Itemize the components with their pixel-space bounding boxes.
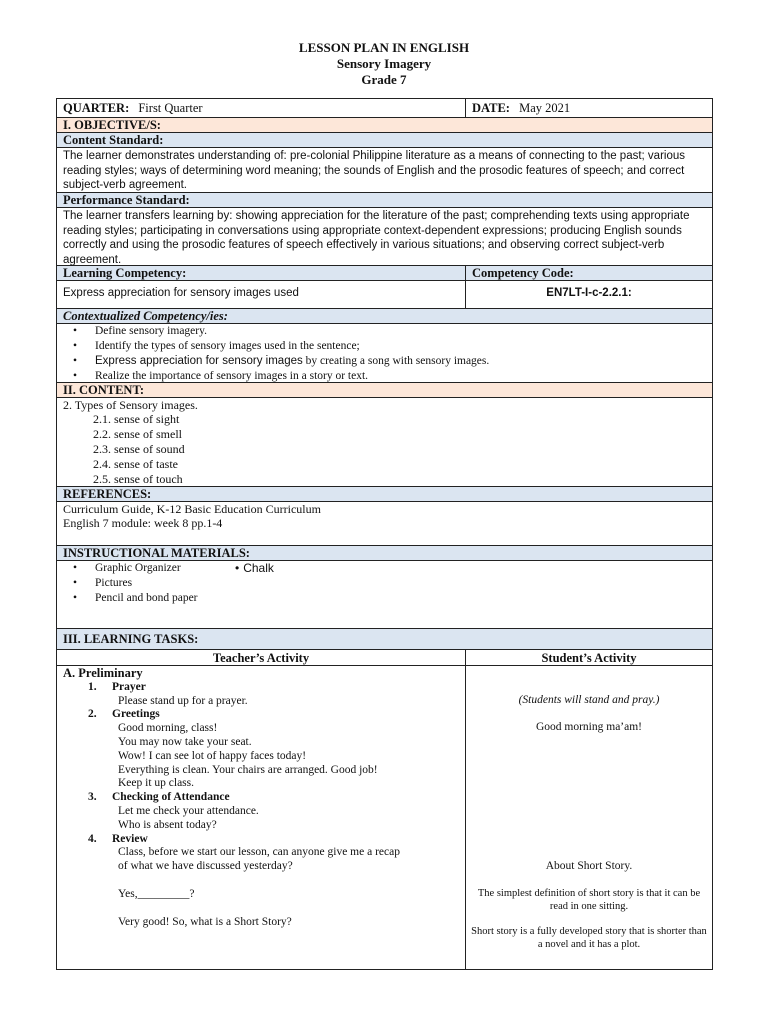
- task-line: Keep it up class.: [118, 777, 195, 790]
- document-subtitle: Sensory Imagery: [336, 56, 432, 71]
- references-heading-row: [57, 487, 712, 502]
- list-item: • Identify the types of sensory images used in the sentence;: [95, 339, 712, 354]
- learning-tasks-heading-row: [57, 629, 712, 650]
- list-item: 2.1. sense of sight: [93, 412, 180, 426]
- task-line: Class, before we start our lesson, can anyone give me a recap: [118, 846, 400, 859]
- divider: [465, 650, 466, 969]
- task-line: Yes,_________?: [118, 887, 195, 900]
- divider: [465, 99, 466, 118]
- section-a-title: A. Preliminary: [63, 666, 143, 680]
- contextualized-heading-row: [57, 309, 712, 324]
- content-standard-heading-row: [57, 133, 712, 148]
- bullet-icon: •: [235, 561, 240, 575]
- list-item: • Graphic Organizer: [95, 561, 285, 576]
- content-standard-heading: Content Standard:: [63, 133, 164, 147]
- contextualized-heading: Contextualized Competency/ies:: [63, 309, 228, 323]
- student-definition-2: Short story is a fully developed story that is shorter than a novel and it has a plot.: [471, 926, 707, 950]
- student-greet: Good morning ma’am!: [535, 721, 643, 733]
- competency-code-value: EN7LT-I-c-2.2.1:: [546, 287, 632, 299]
- content-row: [57, 398, 712, 487]
- quarter-date-row: [57, 99, 712, 118]
- performance-standard-heading-row: [57, 193, 712, 208]
- materials-extra: • Chalk: [235, 561, 274, 575]
- document-title: LESSON PLAN IN ENGLISH: [298, 40, 470, 55]
- date-value: May 2021: [519, 101, 571, 115]
- references-heading: REFERENCES:: [63, 487, 152, 501]
- document-grade: Grade 7: [361, 72, 407, 87]
- reference-line: Curriculum Guide, K-12 Basic Education Curriculum: [63, 502, 321, 516]
- learning-tasks-heading: III. LEARNING TASKS:: [63, 632, 199, 646]
- list-item: 2.2. sense of smell: [93, 427, 182, 441]
- bold-lead: Express appreciation for sensory images: [95, 355, 303, 367]
- contextualized-list: [57, 324, 712, 384]
- materials-heading: INSTRUCTIONAL MATERIALS:: [63, 546, 250, 560]
- reference-line: English 7 module: week 8 pp.1-4: [63, 516, 223, 530]
- performance-standard-row: [57, 208, 712, 266]
- task-line: of what we have discussed yesterday?: [118, 860, 293, 873]
- learning-competency-text: Express appreciation for sensory images used: [63, 287, 299, 299]
- review-step: 4. Review: [88, 832, 148, 845]
- materials-heading-row: [57, 546, 712, 561]
- quarter-label: QUARTER:: [63, 101, 130, 115]
- date-cell: [472, 101, 570, 116]
- teacher-activity: [63, 667, 459, 930]
- task-columns-row: [57, 650, 712, 666]
- list-item: • Pencil and bond paper: [95, 591, 285, 606]
- document-header: [0, 40, 768, 88]
- task-line: You may now take your seat.: [118, 735, 252, 748]
- competency-row: [57, 281, 712, 309]
- list-item: 2.3. sense of sound: [93, 442, 185, 456]
- content-intro: 2. Types of Sensory images.: [63, 398, 198, 412]
- task-line: Good morning, class!: [118, 722, 218, 735]
- student-column-header: Student’s Activity: [541, 651, 637, 665]
- student-about: About Short Story.: [545, 860, 633, 872]
- attendance-step: 3. Checking of Attendance: [88, 791, 230, 804]
- greetings-step: 2. Greetings: [88, 708, 160, 721]
- performance-standard-heading: Performance Standard:: [63, 193, 190, 207]
- contextualized-row: [57, 324, 712, 383]
- task-line: Who is absent today?: [118, 818, 217, 831]
- competency-code-heading: Competency Code:: [472, 266, 574, 280]
- content-heading: II. CONTENT:: [63, 383, 145, 397]
- list-item: • Express appreciation for sensory images by creating a song with sensory images.: [95, 354, 712, 369]
- quarter-value: First Quarter: [138, 101, 203, 115]
- competency-heading-row: [57, 266, 712, 281]
- date-label: DATE:: [472, 101, 510, 115]
- student-pray: (Students will stand and pray.): [518, 694, 660, 706]
- references-row: [57, 502, 712, 546]
- list-item: 2.5. sense of touch: [93, 472, 183, 486]
- teacher-column-header: Teacher’s Activity: [212, 651, 310, 665]
- student-definition-1: The simplest definition of short story is that it can be read in one sitting.: [477, 888, 701, 912]
- list-item: 2.4. sense of taste: [93, 457, 178, 471]
- materials-row: [57, 561, 712, 629]
- task-line: Everything is clean. Your chairs are arranged. Good job!: [118, 763, 378, 776]
- list-item: • Define sensory imagery.: [95, 324, 712, 339]
- content-heading-row: [57, 383, 712, 398]
- content-standard-row: [57, 148, 712, 193]
- quarter-cell: [63, 101, 203, 116]
- task-line: Let me check your attendance.: [118, 804, 259, 817]
- task-line: Please stand up for a prayer.: [118, 694, 248, 707]
- lesson-plan-table: [56, 98, 713, 970]
- objectives-heading: I. OBJECTIVE/S:: [63, 118, 161, 132]
- prayer-step: 1. Prayer: [88, 680, 146, 693]
- list-item: • Pictures: [95, 576, 285, 591]
- task-line: Very good! So, what is a Short Story?: [118, 915, 292, 928]
- content-list: [57, 412, 712, 487]
- divider: [465, 266, 466, 309]
- learning-competency-heading: Learning Competency:: [63, 266, 187, 280]
- performance-standard-text: The learner transfers learning by: showing appreciation for the literature of the past; comprehending texts using appropriate reading styles; participating in conversations using appropriate context-dependent expressions; producing English sounds correctly and using the prosodic features of speech effectively in various situations; and observing correct subject-verb agreement.: [63, 210, 690, 266]
- content-standard-text: The learner demonstrates understanding of: pre-colonial Philippine literature as a means of connecting to the past; various reading styles; ways of determining word meaning; the sounds of English and the prosodic features of speech; and correct subject-verb agreement.: [63, 150, 685, 191]
- list-item: • Realize the importance of sensory images in a story or text.: [95, 369, 712, 384]
- task-line: Wow! I can see lot of happy faces today!: [118, 749, 307, 762]
- objectives-heading-row: [57, 118, 712, 133]
